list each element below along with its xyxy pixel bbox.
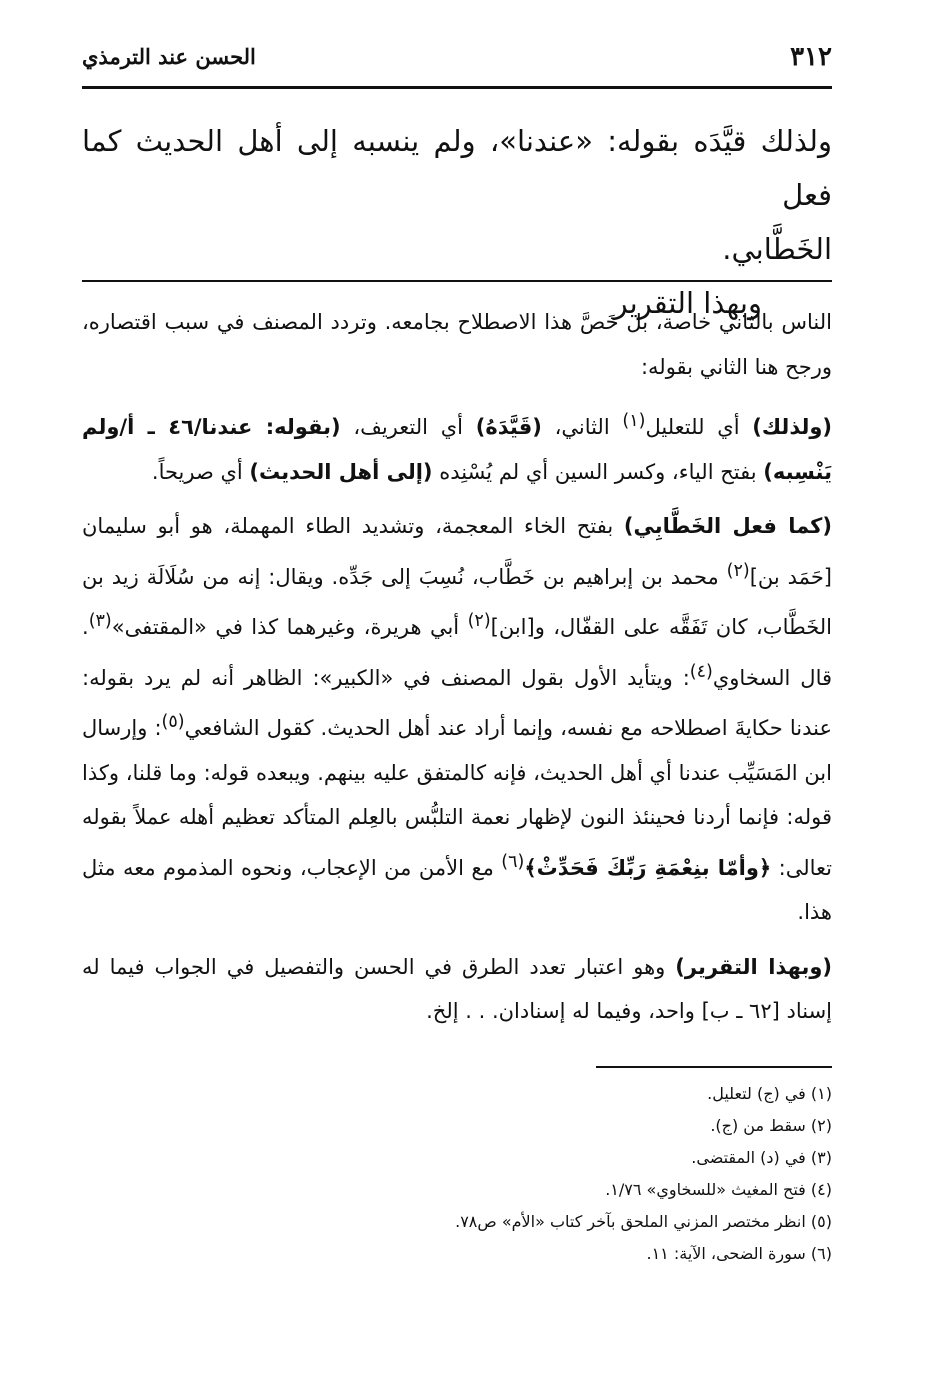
running-title: الحسن عند الترمذي	[82, 44, 256, 69]
footnote-ref[interactable]: (٥)	[161, 712, 185, 732]
text-run: أي صريحاً.	[151, 459, 250, 484]
quran-verse: ﴿وأمّا بنِعْمَةِ رَبِّكَ فَحَدِّثْ﴾	[524, 855, 772, 880]
main-text	[82, 114, 832, 330]
text-run: الثاني،	[541, 415, 623, 439]
lemma: (بقوله: عندنا/٤٦ ـ أ/ولم يَنْسِبه)	[82, 415, 832, 484]
text-run: بفتح الخاء المعجمة، وتشديد الطاء المهملة، هو أبو سليمان [حَمَد بن]	[82, 514, 832, 589]
lemma: (وبهذا التقرير)	[675, 954, 833, 979]
footnote-ref[interactable]: (٣)	[88, 611, 112, 631]
page-header	[82, 42, 832, 82]
footnote-ref[interactable]: (٢)	[726, 560, 750, 581]
text-run: وهو اعتبار تعدد الطرق في الحسن والتفصيل في الجواب فيما له إسناد [٦٢ ـ ب] واحد، وفيما له إسنادان. . . إلخ.	[82, 954, 832, 1023]
text-run: : ويتأيد الأول بقول المصنف في «الكبير»: الظاهر أنه لم يرد بقوله: عندنا حكايةَ اصطلاحه مع نفسه، وإنما أراد عند أهل الحديث. كقول الشافعي	[82, 665, 832, 740]
lemma: (قَيَّدَهُ)	[475, 415, 542, 439]
footnote-divider	[596, 1066, 832, 1068]
footnote: (٥) انظر مختصر المزني الملحق بآخر كتاب «الأم» ص٧٨.	[455, 1212, 832, 1231]
main-text-line: وبهذا التقرير	[613, 286, 762, 320]
commentary-paragraph	[82, 399, 832, 494]
main-text-line: ولذلك قيَّدَه بقوله: «عندنا»، ولم ينسبه إلى أهل الحديث كما فعل	[82, 124, 832, 212]
commentary-paragraph: الناس بالثاني خاصة، بل خَصَّ هذا الاصطلاح بجامعه. وتردد المصنف في سبب اقتصاره، ورجح هنا الثاني بقوله:	[82, 310, 832, 379]
lemma: (كما فعل الخَطَّابِي)	[623, 514, 832, 538]
text-run: أي التعريف،	[340, 415, 476, 439]
main-text-line: الخَطَّابي.	[722, 232, 832, 266]
text-run: محمد بن إبراهيم بن خَطَّاب، نُسِبَ إلى جَدِّه. ويقال: إنه من سُلَالَة زيد بن الخَطَّاب، كان تَفَقَّه على القفّال، و[ابن]	[82, 564, 832, 639]
footnote: (٤) فتح المغيث «للسخاوي» ١/٧٦.	[605, 1180, 832, 1199]
footnote-ref[interactable]: (٦)	[501, 851, 525, 872]
section-divider	[82, 280, 832, 282]
footnote: (٢) سقط من (ج).	[710, 1116, 832, 1135]
text-run: : وإرسال ابن المَسَيِّب عندنا أي أهل الحديث، فإنه كالمتفق عليه بينهم. ويبعده قوله: وما قلنا، وكذا قوله: فإنما أردنا فحينئذ النون لإظهار نعمة التلبُّس بالعِلم المتأكد تعظيم أهله عملاً بقوله تعالى:	[82, 716, 833, 880]
footnote: (٦) سورة الضحى، الآية: ١١.	[646, 1244, 832, 1263]
footnote-ref[interactable]: (٤)	[689, 661, 713, 682]
text-run: أي للتعليل	[645, 415, 753, 439]
header-rule	[82, 86, 832, 89]
commentary-paragraph	[82, 504, 832, 935]
lemma: (ولذلك)	[752, 415, 832, 439]
page-number: ٣١٢	[790, 42, 832, 72]
text-run: بفتح الياء، وكسر السين أي لم يُسْنِده	[432, 459, 764, 484]
commentary	[82, 300, 832, 1044]
footnote-ref[interactable]: (٢)	[467, 611, 491, 631]
commentary-paragraph	[82, 945, 832, 1034]
text-run: . قال السخاوي	[82, 615, 833, 690]
footnote: (١) في (ج) لتعليل.	[707, 1084, 832, 1103]
text-run: أبي هريرة، وغيرهما كذا في «المقتفى»	[111, 615, 468, 639]
footnote-ref[interactable]: (١)	[622, 411, 646, 431]
lemma: (إلى أهل الحديث)	[249, 459, 433, 484]
footnote: (٣) في (د) المقتضى.	[691, 1148, 832, 1167]
footnotes	[82, 1078, 832, 1270]
text-run: مع الأمن من الإعجاب، ونحوه المذموم معه مثل هذا.	[82, 855, 832, 924]
